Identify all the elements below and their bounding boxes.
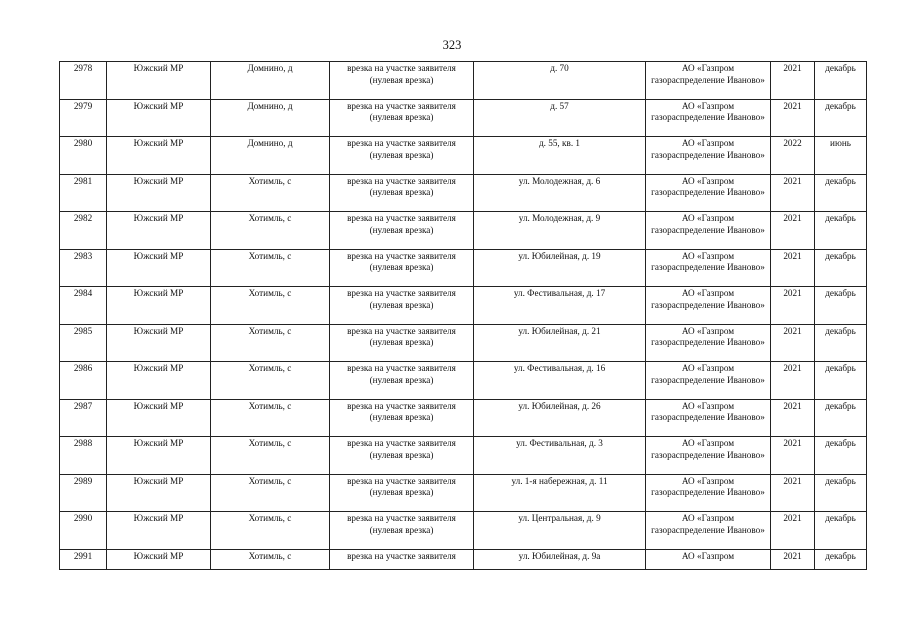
month-cell: декабрь (815, 362, 867, 400)
district-cell: Южский МР (107, 399, 211, 437)
row-number-cell: 2983 (60, 249, 107, 287)
address-cell: ул. Фестивальная, д. 16 (474, 362, 646, 400)
table-row (60, 212, 867, 250)
connection-type-cell: врезка на участке заявителя (нулевая врезка) (330, 362, 474, 400)
organization-cell: АО «Газпром газораспределение Иваново» (646, 62, 771, 100)
organization-cell: АО «Газпром (646, 549, 771, 569)
organization-cell: АО «Газпром газораспределение Иваново» (646, 324, 771, 362)
month-cell: декабрь (815, 399, 867, 437)
district-cell: Южский МР (107, 249, 211, 287)
table-row (60, 362, 867, 400)
row-number-cell: 2990 (60, 512, 107, 550)
settlement-cell: Хотимль, с (211, 399, 330, 437)
row-number-cell: 2982 (60, 212, 107, 250)
address-cell: д. 55, кв. 1 (474, 137, 646, 175)
table-row (60, 99, 867, 137)
settlement-cell: Хотимль, с (211, 174, 330, 212)
table-row (60, 437, 867, 475)
settlement-cell: Домнино, д (211, 99, 330, 137)
settlement-cell: Хотимль, с (211, 324, 330, 362)
organization-cell: АО «Газпром газораспределение Иваново» (646, 512, 771, 550)
year-cell: 2021 (771, 437, 815, 475)
table-row (60, 249, 867, 287)
organization-cell: АО «Газпром газораспределение Иваново» (646, 399, 771, 437)
settlement-cell: Домнино, д (211, 137, 330, 175)
connection-type-cell: врезка на участке заявителя (нулевая врезка) (330, 249, 474, 287)
row-number-cell: 2981 (60, 174, 107, 212)
month-cell: декабрь (815, 212, 867, 250)
year-cell: 2021 (771, 212, 815, 250)
gasification-table (59, 61, 867, 570)
address-cell: ул. Фестивальная, д. 17 (474, 287, 646, 325)
year-cell: 2021 (771, 399, 815, 437)
year-cell: 2021 (771, 362, 815, 400)
district-cell: Южский МР (107, 99, 211, 137)
year-cell: 2021 (771, 549, 815, 569)
year-cell: 2021 (771, 474, 815, 512)
district-cell: Южский МР (107, 287, 211, 325)
connection-type-cell: врезка на участке заявителя (нулевая врезка) (330, 174, 474, 212)
connection-type-cell: врезка на участке заявителя (нулевая врезка) (330, 512, 474, 550)
year-cell: 2021 (771, 287, 815, 325)
district-cell: Южский МР (107, 62, 211, 100)
table-row (60, 549, 867, 569)
row-number-cell: 2987 (60, 399, 107, 437)
year-cell: 2021 (771, 512, 815, 550)
district-cell: Южский МР (107, 362, 211, 400)
address-cell: ул. 1-я набережная, д. 11 (474, 474, 646, 512)
connection-type-cell: врезка на участке заявителя (нулевая врезка) (330, 62, 474, 100)
connection-type-cell: врезка на участке заявителя (нулевая врезка) (330, 437, 474, 475)
connection-type-cell: врезка на участке заявителя (нулевая врезка) (330, 137, 474, 175)
settlement-cell: Хотимль, с (211, 249, 330, 287)
page-number: 323 (442, 38, 462, 52)
organization-cell: АО «Газпром газораспределение Иваново» (646, 362, 771, 400)
month-cell: июнь (815, 137, 867, 175)
connection-type-cell: врезка на участке заявителя (нулевая врезка) (330, 287, 474, 325)
organization-cell: АО «Газпром газораспределение Иваново» (646, 174, 771, 212)
district-cell: Южский МР (107, 212, 211, 250)
year-cell: 2021 (771, 324, 815, 362)
settlement-cell: Домнино, д (211, 62, 330, 100)
connection-type-cell: врезка на участке заявителя (нулевая врезка) (330, 399, 474, 437)
row-number-cell: 2985 (60, 324, 107, 362)
district-cell: Южский МР (107, 437, 211, 475)
organization-cell: АО «Газпром газораспределение Иваново» (646, 437, 771, 475)
organization-cell: АО «Газпром газораспределение Иваново» (646, 212, 771, 250)
district-cell: Южский МР (107, 474, 211, 512)
address-cell: ул. Центральная, д. 9 (474, 512, 646, 550)
settlement-cell: Хотимль, с (211, 474, 330, 512)
connection-type-cell: врезка на участке заявителя (нулевая врезка) (330, 474, 474, 512)
row-number-cell: 2979 (60, 99, 107, 137)
month-cell: декабрь (815, 99, 867, 137)
settlement-cell: Хотимль, с (211, 212, 330, 250)
settlement-cell: Хотимль, с (211, 362, 330, 400)
settlement-cell: Хотимль, с (211, 512, 330, 550)
settlement-cell: Хотимль, с (211, 287, 330, 325)
row-number-cell: 2989 (60, 474, 107, 512)
month-cell: декабрь (815, 249, 867, 287)
row-number-cell: 2988 (60, 437, 107, 475)
table-row (60, 62, 867, 100)
month-cell: декабрь (815, 324, 867, 362)
row-number-cell: 2986 (60, 362, 107, 400)
year-cell: 2022 (771, 137, 815, 175)
settlement-cell: Хотимль, с (211, 549, 330, 569)
connection-type-cell: врезка на участке заявителя (330, 549, 474, 569)
table-row (60, 512, 867, 550)
year-cell: 2021 (771, 99, 815, 137)
year-cell: 2021 (771, 62, 815, 100)
address-cell: д. 70 (474, 62, 646, 100)
settlement-cell: Хотимль, с (211, 437, 330, 475)
organization-cell: АО «Газпром газораспределение Иваново» (646, 249, 771, 287)
year-cell: 2021 (771, 174, 815, 212)
table-row (60, 137, 867, 175)
connection-type-cell: врезка на участке заявителя (нулевая врезка) (330, 324, 474, 362)
table-row (60, 474, 867, 512)
address-cell: ул. Юбилейная, д. 19 (474, 249, 646, 287)
district-cell: Южский МР (107, 512, 211, 550)
month-cell: декабрь (815, 174, 867, 212)
address-cell: ул. Фестивальная, д. 3 (474, 437, 646, 475)
organization-cell: АО «Газпром газораспределение Иваново» (646, 474, 771, 512)
address-cell: ул. Юбилейная, д. 21 (474, 324, 646, 362)
month-cell: декабрь (815, 287, 867, 325)
district-cell: Южский МР (107, 549, 211, 569)
address-cell: д. 57 (474, 99, 646, 137)
month-cell: декабрь (815, 62, 867, 100)
district-cell: Южский МР (107, 174, 211, 212)
row-number-cell: 2978 (60, 62, 107, 100)
connection-type-cell: врезка на участке заявителя (нулевая врезка) (330, 212, 474, 250)
table-body (60, 62, 867, 570)
organization-cell: АО «Газпром газораспределение Иваново» (646, 137, 771, 175)
month-cell: декабрь (815, 549, 867, 569)
table-row (60, 174, 867, 212)
month-cell: декабрь (815, 474, 867, 512)
organization-cell: АО «Газпром газораспределение Иваново» (646, 287, 771, 325)
year-cell: 2021 (771, 249, 815, 287)
address-cell: ул. Юбилейная, д. 26 (474, 399, 646, 437)
table-row (60, 324, 867, 362)
month-cell: декабрь (815, 437, 867, 475)
row-number-cell: 2984 (60, 287, 107, 325)
district-cell: Южский МР (107, 324, 211, 362)
connection-type-cell: врезка на участке заявителя (нулевая врезка) (330, 99, 474, 137)
table-row (60, 287, 867, 325)
district-cell: Южский МР (107, 137, 211, 175)
address-cell: ул. Молодежная, д. 9 (474, 212, 646, 250)
organization-cell: АО «Газпром газораспределение Иваново» (646, 99, 771, 137)
row-number-cell: 2991 (60, 549, 107, 569)
month-cell: декабрь (815, 512, 867, 550)
row-number-cell: 2980 (60, 137, 107, 175)
address-cell: ул. Юбилейная, д. 9а (474, 549, 646, 569)
address-cell: ул. Молодежная, д. 6 (474, 174, 646, 212)
table-row (60, 399, 867, 437)
